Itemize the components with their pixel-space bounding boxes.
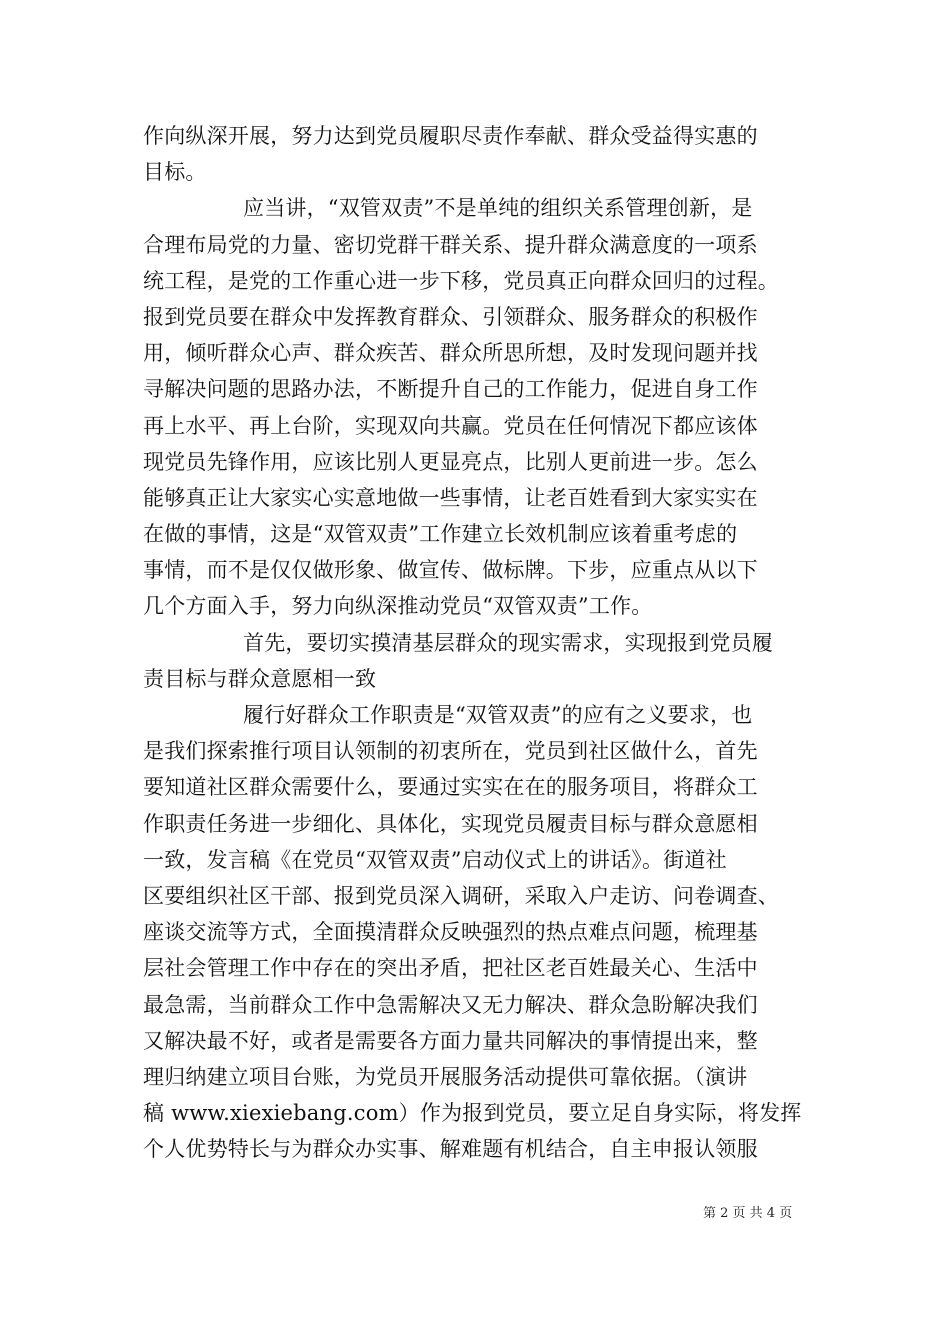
page-number: 第 2 页 共 4 页 <box>703 1206 793 1221</box>
text-line: 现党员先锋作用，应该比别人更显亮点，比别人更前进一步。怎么 <box>143 449 758 474</box>
text-line: 又解决最不好，或者是需要各方面力量共同解决的事情提出来，整 <box>143 1028 758 1053</box>
text-line: 几个方面入手，努力向纵深推动党员“双管双责”工作。 <box>143 594 653 619</box>
text-line: 作职责任务进一步细化、具体化，实现党员履责目标与群众意愿相 <box>143 811 758 836</box>
text-line: 用，倾听群众心声、群众疾苦、群众所思所想，及时发现问题并找 <box>143 341 758 366</box>
text-line: 个人优势特长与为群众办实事、解难题有机结合，自主申报认领服 <box>143 1137 758 1162</box>
text-line: 再上水平、再上台阶，实现双向共赢。党员在任何情况下都应该体 <box>143 413 758 438</box>
text-line: 报到党员要在群众中发挥教育群众、引领群众、服务群众的积极作 <box>143 304 758 329</box>
text-line: 合理布局党的力量、密切党群干群关系、提升群众满意度的一项系 <box>143 232 758 257</box>
document-body <box>143 118 823 1167</box>
text-line: 统工程，是党的工作重心进一步下移，党员真正向群众回归的过程。 <box>143 268 779 293</box>
text-line: 责目标与群众意愿相一致 <box>143 666 377 691</box>
text-line: 座谈交流等方式，全面摸清群众反映强烈的热点难点问题，梳理基 <box>143 920 758 945</box>
text-line: 在做的事情，这是“双管双责”工作建立长效机制应该着重考虑的 <box>143 522 738 547</box>
text-line: 作向纵深开展，努力达到党员履职尽责作奉献、群众受益得实惠的 <box>143 124 758 148</box>
text-line: 事情，而不是仅仅做形象、做宣传、做标牌。下步，应重点从以下 <box>143 558 758 583</box>
text-line: 区要组织社区干部、报到党员深入调研，采取入户走访、问卷调查、 <box>143 883 779 908</box>
text-line: 要知道社区群众需要什么，要通过实实在在的服务项目，将群众工 <box>143 775 758 800</box>
text-line: 最急需，当前群众工作中急需解决又无力解决、群众急盼解决我们 <box>143 992 758 1017</box>
text-line: 目标。 <box>143 160 207 185</box>
text-line: 首先，要切实摸清基层群众的现实需求，实现报到党员履 <box>243 630 773 655</box>
text-line: 层社会管理工作中存在的突出矛盾，把社区老百姓最关心、生活中 <box>143 956 758 981</box>
text-line: 理归纳建立项目台账，为党员开展服务活动提供可靠依据。（演讲 <box>143 1064 748 1089</box>
text-line: 寻解决问题的思路办法，不断提升自己的工作能力，促进自身工作 <box>143 377 758 402</box>
text-line: 稿 www.xiexiebang.com）作为报到党员，要立足自身实际，将发挥 <box>143 1101 802 1126</box>
text-line: 能够真正让大家实心实意地做一些事情，让老百姓看到大家实实在 <box>143 485 758 510</box>
text-line: 是我们探索推行项目认领制的初衷所在，党员到社区做什么，首先 <box>143 739 758 764</box>
text-line: 一致，发言稿《在党员“双管双责”启动仪式上的讲话》。街道社 <box>143 847 727 872</box>
text-line: 应当讲，“双管双责”不是单纯的组织关系管理创新，是 <box>243 196 753 221</box>
text-line: 履行好群众工作职责是“双管双责”的应有之义要求，也 <box>243 703 753 727</box>
